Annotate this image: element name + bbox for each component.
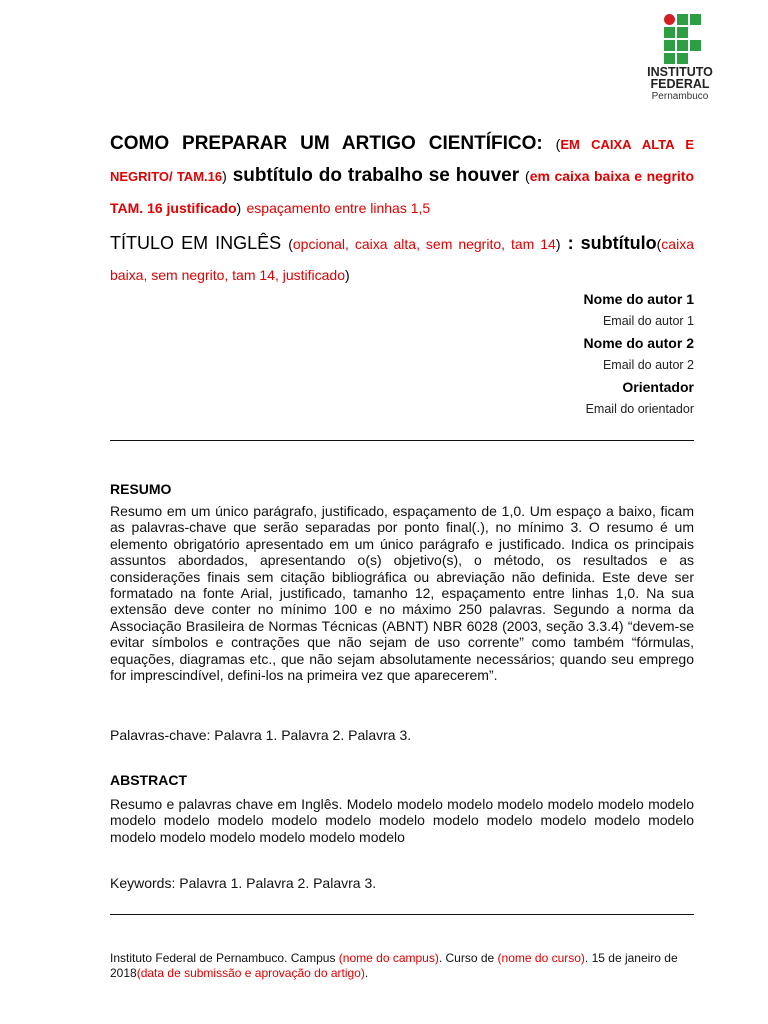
- footer-text-1: Instituto Federal de Pernambuco. Campus: [110, 951, 339, 965]
- english-title-main: TÍTULO EM INGLÊS: [110, 233, 282, 253]
- footer-text-4: .: [364, 966, 369, 980]
- logo-text-federal: FEDERAL: [650, 77, 710, 91]
- footer-text-2: . Curso de: [438, 951, 498, 965]
- title-paren-open: (: [555, 136, 561, 152]
- footer-note: [110, 951, 694, 981]
- title-paren-close: ): [222, 168, 227, 184]
- subtitle-paren-open: (: [525, 168, 530, 184]
- author1-name: Nome do autor 1: [583, 291, 694, 307]
- english-paren2-close: ): [345, 267, 350, 283]
- footer-course: (nome do curso): [497, 951, 585, 965]
- author2-email: Email do autor 2: [602, 358, 694, 372]
- subtitle-paren-close: ): [236, 200, 242, 216]
- english-title: [110, 228, 694, 290]
- logo-mark-icon: [664, 14, 704, 64]
- footer-text-3: . 15 de janeiro de 2018: [110, 951, 678, 980]
- resumo-heading: RESUMO: [110, 481, 172, 497]
- advisor-email: Email do orientador: [585, 402, 694, 416]
- divider-bottom: [110, 914, 694, 915]
- page-title: [110, 128, 694, 224]
- advisor-name: Orientador: [622, 379, 694, 395]
- authors-block: [584, 288, 694, 420]
- author2-name: Nome do autor 2: [583, 335, 694, 351]
- english-paren-open: (: [288, 236, 293, 252]
- english-paren2-open: (: [656, 236, 662, 252]
- abstract-keywords: Keywords: Palavra 1. Palavra 2. Palavra 3.: [110, 875, 377, 891]
- english-paren-close: ): [555, 236, 561, 252]
- author1-email: Email do autor 1: [602, 314, 694, 328]
- title-spacing-note: espaçamento entre linhas 1,5: [246, 200, 431, 216]
- resumo-keywords: Palavras-chave: Palavra 1. Palavra 2. Palavra 3.: [110, 727, 412, 743]
- footer-dates: (data de submissão e aprovação do artigo): [136, 966, 365, 980]
- title-subtitle: subtítulo do trabalho se houver: [232, 165, 520, 186]
- title-main: COMO PREPARAR UM ARTIGO CIENTÍFICO:: [110, 133, 543, 154]
- subtitle-format-note: em caixa baixa e negrito TAM. 16 justificado: [110, 168, 695, 216]
- english-subtitle-note: caixa baixa, sem negrito, tam 14, justificado: [110, 236, 694, 283]
- logo-text-instituto: INSTITUTO: [647, 65, 713, 79]
- title-format-note: EM CAIXA ALTA E NEGRITO/ TAM.16: [110, 137, 694, 184]
- abstract-text: Resumo e palavras chave em Inglês. Modelo modelo modelo modelo modelo modelo modelo modelo modelo modelo modelo modelo modelo modelo modelo modelo modelo modelo modelo modelo modelo modelo modelo modelo: [110, 796, 694, 845]
- resumo-text: Resumo em um único parágrafo, justificado, espaçamento de 1,0. Um espaço a baixo, ficam as palavras-chave que serão separadas por ponto final(.), no mínimo 3. O resumo é um elemento obrigatório apresentado em um único parágrafo e justificado. Indica os principais assuntos abordados, apresentando o(s) objetivo(s), o método, os resultados e as considerações finais sem citação bibliográfica ou abreviação não definida. Este deve ser formatado na fonte Arial, justificado, tamanho 12, espaçamento entre linhas 1,0. Na sua extensão deve conter no mínimo 100 e no máximo 250 palavras. Segundo a norma da Associação Brasileira de Normas Técnicas (ABNT) NBR 6028 (2003, seção 3.3.4) “devem-se evitar símbolos e contrações que não sejam de uso corrente” como também “fórmulas, equações, diagramas etc., que não sejam absolutamente necessários; quando seu emprego for imprescindível, defini-los na primeira vez que aparecerem”.: [110, 503, 694, 684]
- abstract-heading: ABSTRACT: [110, 772, 187, 788]
- logo-text-pernambuco: Pernambuco: [651, 91, 709, 102]
- english-subtitle-label: : subtítulo: [567, 233, 657, 253]
- footer-campus: (nome do campus): [338, 951, 439, 965]
- english-title-note: opcional, caixa alta, sem negrito, tam 14: [292, 236, 556, 252]
- divider-top: [110, 440, 694, 441]
